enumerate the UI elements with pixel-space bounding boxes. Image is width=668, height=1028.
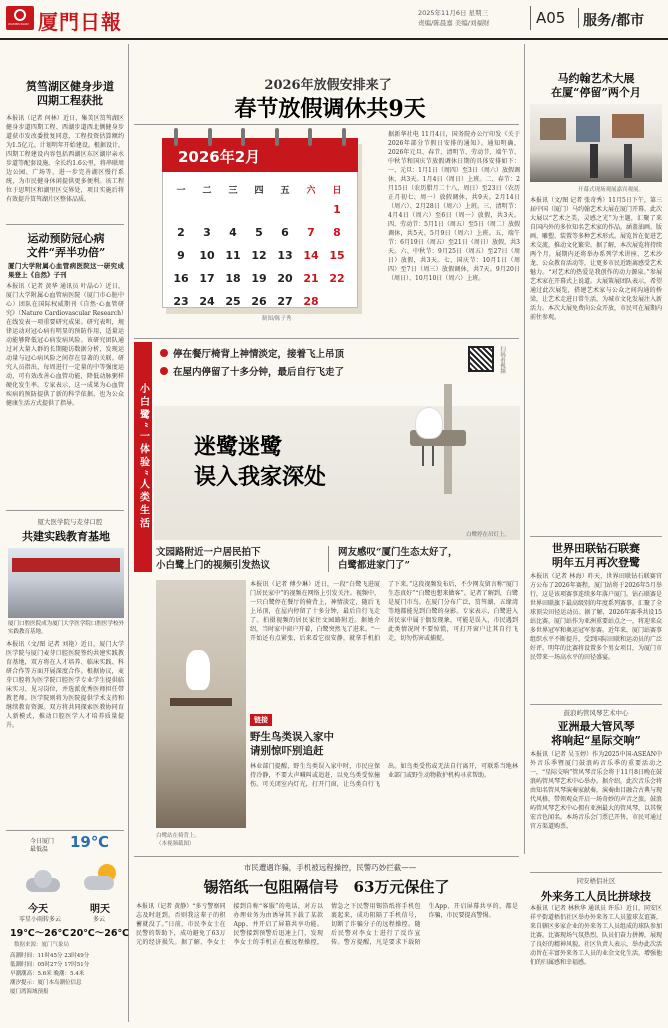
calendar-weekday: 六	[306, 186, 316, 196]
photo-caption-dental: 厦门口腔医院成为厦门大学医学院口腔医学校外实践教育基地。	[8, 621, 124, 635]
athletics-title: 世界田联钻石联赛 明年五月再次登鹭	[552, 542, 640, 569]
calendar-weekday: 三	[228, 186, 238, 196]
calendar-day: 8	[333, 226, 341, 239]
calendar-week-row	[168, 244, 352, 267]
egret-subtitle-2: 网友感叹“厦门生态太好了， 白鹭都进家门了”	[338, 547, 458, 571]
weather-day1-label: 今天	[28, 904, 48, 915]
calendar-day: 1	[333, 203, 341, 216]
group-photo	[8, 548, 124, 618]
weather-source: 数据来源：厦门气象局	[14, 942, 70, 948]
egret-body: 本报讯（记者 傅少琳）近日，一段“白鹭飞进厦门居民家中”的视频在网络上引发关注。视频中，一只白鹭停在餐厅的椅背上，神情淡定，随后飞上吊顶，在屋内停留了十多分钟，最后自行飞走了。拍摄视频的居民家住文园路附近。据她介绍，当时家中窗户开着，白鹭突然飞了进来。“一开始还有点紧张，后来看它很安静，就拿手机拍了下来。”这段视频发布后，不少网友留言称“厦门生态真好”“白鹭也想来做客”。记者了解到，白鹭是厦门市鸟，在厦门分布广泛，筼筜湖、五缘湾等地都能见到白鹭的身影。专家表示，白鹭进入居民家中属于偶发现象，可能是误入，市民遇到此类情况时不要惊慌，可打开窗户让其自行飞走，切勿伤害或捕捉。	[250, 581, 518, 642]
masthead	[0, 0, 668, 38]
egret-photo-caption-2: 白鹭站在椅背上。 （本视频截图）	[156, 833, 201, 847]
weather-day1-desc: 零星小雨转多云	[18, 916, 61, 923]
organ-body: 本报讯（记者 吴玉婷）作为2025中国-ASEAN中外音乐季暨厦门鼓浪屿音乐季的重要活动之一，“星际交响”管风琴音乐会将于11月8日晚在鼓浪屿管风琴艺术中心举办。据介绍，此次音乐会将由知名管风琴演奏家献奏，演奏曲目融合古典与现代风格，带领观众开启一场奇妙的声音之旅。鼓浪屿管风琴艺术中心拥有亚洲最大的管风琴，以其恢宏音色闻名。本场音乐会门票已开售，市民可通过官方渠道购票。	[530, 751, 662, 830]
paper-name: 厦門日報	[38, 10, 122, 34]
article-title-walkway: 筼筜湖区健身步道 四期工程获批	[26, 80, 114, 107]
section-name: 服务/都市	[583, 13, 645, 29]
calendar-day: 23	[173, 295, 189, 308]
egret-bullet-1: 停在餐厅椅背上神情淡定，接着飞上吊顶	[173, 349, 345, 360]
calendar-day: 10	[199, 249, 215, 262]
calendar-day: 4	[229, 226, 237, 239]
page-number: A05	[536, 9, 566, 27]
weather-label: 今日厦门 最低温	[30, 838, 55, 853]
calendar-day: 14	[303, 249, 319, 262]
calendar-weekday: 一	[176, 186, 186, 196]
calendar-weekday: 日	[332, 186, 342, 196]
calendar-day: 3	[203, 226, 211, 239]
egret-side-label: 小白鹭“一体验”人类生活	[134, 342, 152, 572]
holiday-body: 据新华社电 11月4日，国务院办公厅印发《关于2026年部分节假日安排的通知》。通知明确，2026年元旦、春节、清明节、劳动节、端午节、中秋节和国庆节放假调休日期的具体安排如下：一、元旦：1月1日（周四）至3日（周六）放假调休，共3天。1月4日（周日）上班。二、春节：2月15日（农历腊月二十八、周日）至23日（农历正月初七、周一）放假调休，共9天。2月14日（周六）、2月28日（周六）上班。三、清明节：4月4日（周六）至6日（周一）放假，共3天。四、劳动节：5月1日（周五）至5日（周二）放假调休，共5天。5月9日（周六）上班。五、端午节：6月19日（周五）至21日（周日）放假，共3天。六、中秋节：9月25日（周五）至27日（周日）放假，共3天。七、国庆节：10月1日（周四）至7日（周三）放假调休，共7天。9月20日（周日）、10月10日（周六）上班。	[388, 131, 520, 282]
tip-header	[250, 710, 370, 730]
workers-kicker: 同安梧侣社区	[576, 877, 616, 885]
calendar-day: 19	[251, 272, 267, 285]
calendar-day: 21	[303, 272, 319, 285]
calendar-day: 17	[199, 272, 215, 285]
calendar-day: 26	[251, 295, 267, 308]
calendar-day: 7	[307, 226, 315, 239]
art-title: 马约翰艺术大展 在厦“停留”两个月	[551, 72, 641, 99]
calendar-day: 24	[199, 295, 215, 308]
masthead-rule	[0, 38, 668, 40]
calendar-day: 20	[277, 272, 293, 285]
calendar-weekday: 二	[202, 186, 212, 196]
calendar-illustration	[138, 128, 382, 328]
art-exhibition-photo	[530, 104, 662, 182]
qr-code-icon[interactable]	[468, 346, 494, 372]
calendar-day: 11	[225, 249, 241, 262]
calendar-day: 2	[177, 226, 185, 239]
date-line: 2025年11月6日 星期三	[418, 9, 489, 17]
fraud-body: 本报讯（记者 黄静）“多亏警察同志及时赶到，否则我这辈子的积蓄就没了。”日前，市民李女士在民警的帮助下，成功避免了63万元的经济损失。据了解，李女士接到自称“客服”的电话，对方以办理业务为由诱导其下载了某款App，并开启了屏幕共享功能。民警接到预警后迅速上门，发现李女士的手机正在被远程操控，情急之下民警用锡箔纸将手机包裹起来，成功阻隔了手机信号，切断了诈骗分子的远程操控。随后民警对李女士进行了反诈宣传。警方提醒，凡是要求下载陌生App、开启屏幕共享的，都是诈骗，市民要提高警惕。	[136, 903, 518, 946]
art-photo-caption: 开幕式现场观展嘉宾观展。	[578, 187, 645, 193]
calendar-day: 27	[277, 295, 293, 308]
calendar-day: 25	[225, 295, 241, 308]
article-body-walkway: 本报讯（记者 何林）近日，集美区筼筜湖区健身步道四期工程、西湖步道西北侧健身步道获市发改委批复同意，工程投资估算额约为1.5亿元。计划明年开始建设。根据设计，四期工程建设内容包括西湖区东区湖岸亲水步道等配套设施，全长约1.6公里，将串联周边公园、广场等，进一步完善湖区慢行系统，为市民健身休闲提供更多便利。该工程位于思明区和湖里区交界处，项目实施后将有效提升筼筜湖片区整体品质。	[6, 115, 124, 203]
calendar-month: 2026年2月	[178, 148, 261, 166]
egret-title-line-2: 误入我家深处	[194, 464, 327, 490]
cloud-icon	[26, 870, 62, 892]
calendar-week-row	[168, 267, 352, 290]
article-body-dental: 本报讯（文/图 记者 刘艳）近日，厦门大学医学院与厦门麦芽口腔医院签约共建实践教育基地，双方将在人才培养、临床实践、科研合作等方面开展深度合作。根据协议，麦芽口腔将为医学院口腔医学专业学生提供临床实习、见习岗位，并选派优秀医师担任带教老师。医学院则将为医院提供学术支持和继续教育资源。双方将共同探索医教协同育人新模式，推动口腔医学人才培养质量提升。	[6, 641, 124, 729]
calendar-day: 15	[329, 249, 345, 262]
egret-bird-shape	[416, 408, 442, 438]
tip-title: 野生鸟类误入家中 请别惊吓别追赶	[250, 731, 334, 757]
egret-title	[194, 432, 344, 492]
calendar-day: 9	[177, 249, 185, 262]
newspaper-logo-icon	[6, 6, 34, 30]
calendar-day: 28	[303, 295, 319, 308]
weather-day2-desc: 多云	[92, 916, 105, 923]
calendar-day: 18	[225, 272, 241, 285]
organ-kicker: 鼓浪屿管风琴艺术中心	[563, 709, 629, 717]
athletics-body: 本报讯（记者 林海）昨天，世界田联钻石联赛官方公布了2026年赛程，厦门站将于2026年5月举行，这是该项赛事连续多年落户厦门。钻石联赛是世界田联旗下最高级别的年度系列赛事，汇聚了全球顶尖田径运动员。据了解，2026年赛季共设15站比赛，厦门站作为亚洲重要站点之一，将迎来众多世界冠军和奥运冠军参赛。近年来，厦门站赛事组织水平不断提升，受到国际田联和运动员的广泛好评。明年的比赛将设置多个男女项目，为厦门市民带来一场高水平的田径盛宴。	[530, 573, 662, 661]
calendar-caption: 制图/陈子秀	[262, 316, 292, 322]
calendar-week-row	[168, 198, 352, 221]
fraud-title: 锡箔纸一包阻隔信号 63万元保住了	[203, 878, 450, 896]
column-divider	[128, 44, 129, 1022]
workers-body: 本报讯（记者 林秋华 通讯员 许乐）近日，同安区祥平街道梧侣社区举办外来务工人员篮球友谊赛，来自辖区多家企业的外来务工人员组成的球队参加比赛。比赛现场气氛热烈，队员们奋力拼搏，展现了良好的精神风貌。社区负责人表示，举办此次活动旨在丰富外来务工人员的业余文化生活，增强他们的归属感和幸福感。	[530, 905, 662, 966]
organ-title: 亚洲最大管风琴 将响起“星际交响”	[551, 720, 641, 747]
article-title-heart: 运动预防冠心病 文件“弄半功倍”	[26, 232, 106, 259]
article-subtitle-heart: 厦门大学附属心血管病医院这一研究成果登上《自然》子刊	[8, 262, 124, 279]
article-kicker-dental: 厦大医学院与麦芽口腔	[37, 518, 103, 526]
calendar-day: 16	[173, 272, 189, 285]
editors-line: 责编/陈晨嘉 美编/刘福财	[418, 19, 490, 27]
sun-cloud-icon	[82, 864, 122, 892]
calendar-weekday: 四	[254, 186, 264, 196]
calendar-day: 22	[329, 272, 345, 285]
holiday-title: 春节放假调休共9天	[234, 96, 426, 122]
calendar-weekday-row	[168, 178, 352, 198]
article-title-dental: 共建实践教育基地	[22, 530, 110, 543]
egret-title-line-1: 迷鹭迷鹭	[194, 434, 283, 460]
egret-bullets	[160, 346, 460, 382]
art-body: 本报讯（文/图 记者 张奇秀）11月5日下午，第三届中国（厦门）马约翰艺术大展在厦门开幕。此次大展以“艺术之美，灵感之光”为主题，汇聚了来自国内外的多位知名艺术家的作品，涵盖油画、版画、雕塑、装置等多种艺术形式。展览旨在促进艺术交流，推动文化繁荣。据了解，本次展览将持续两个月，展期内还将举办系列学术讲座、艺术沙龙、公众教育活动等，让更多市民近距离感受艺术魅力。“对艺术的热爱是我创作的动力源泉。”参展艺术家在开幕式上说道。大展策展团队表示，希望通过此次展览，搭建艺术家与公众之间沟通的桥梁，让艺术走进日常生活，为城市文化发展注入新活力。本次大展免费向公众开放，市民可在展期内前往参观。	[530, 197, 662, 321]
egret-bullet-2: 在屋内停留了十多分钟，最后自行飞走了	[173, 367, 345, 378]
weather-day2-temp: 20℃～26℃	[70, 928, 129, 939]
fraud-kicker: 市民遭遇诈骗，手机被远程操控，民警巧妙拦截——	[243, 863, 417, 872]
weather-day2-label: 明天	[90, 904, 110, 915]
logo-label: XIAMEN DAILY	[8, 22, 29, 26]
calendar-day: 13	[277, 249, 293, 262]
calendar-week-row	[168, 221, 352, 244]
calendar-grid	[168, 178, 352, 313]
egret-photo-caption-1: 白鹭停在吊灯上。	[466, 532, 511, 538]
calendar-weekday: 五	[280, 186, 290, 196]
holiday-kicker: 2026年放假安排来了	[264, 78, 392, 93]
weather-today-temp: 19℃	[70, 833, 110, 851]
calendar-week-row	[168, 290, 352, 313]
weather-day1-temp: 19℃～26℃	[10, 928, 69, 939]
column-divider-right	[524, 44, 525, 854]
tide-info: 高潮时间：11时45分 23时49分 低潮时间：05时27分 17时51分 早潮潮高：5.6米 晚潮：5.4米 潮汐提示：厦门本岛潮位信息 厦门湾海域预报	[10, 953, 90, 995]
qr-caption: 扫码看视频	[499, 346, 505, 374]
tip-label: 链接	[250, 714, 272, 726]
calendar-day: 5	[255, 226, 263, 239]
workers-title: 外来务工人员比拼球技	[541, 890, 651, 903]
egret-chair-photo	[156, 580, 246, 828]
egret-subtitle-1: 文园路附近一户居民拍下 小白鹭上门的视频引发热议	[156, 547, 271, 571]
calendar-day: 6	[281, 226, 289, 239]
calendar-rings	[174, 128, 346, 146]
article-body-heart: 本报讯（记者 黄华 通讯员 叶晶心）近日，厦门大学附属心血管病医院（厦门市心脏中心）团队在国际权威期刊《自然·心血管研究》（Nature Cardiovascular Research）在线发表一项重要研究成果。研究表明，规律运动对冠心病有明显的预防作用，适量运动能够降低冠心病发病风险。该研究团队通过对大量人群的长期随访数据分析，发现运动量与冠心病风险之间存在显著的关联。研究人员指出，每周进行一定量的中等强度运动，可有效改善心血管功能，降低动脉粥样硬化发生率。专家表示，这一成果为心血管疾病的预防提供了新的科学依据，也为公众健康生活方式提供了指导。	[6, 283, 124, 407]
tip-body: 林业部门提醒，野生鸟类误入家中时，市民应保持冷静，不要大声喊叫或追赶，以免鸟类受惊撞伤。可关闭室内灯光，打开门窗，让鸟类自行飞出。如鸟类受伤或无法自行离开，可联系当地林业部门或野生动物救护机构寻求帮助。	[250, 763, 518, 788]
calendar-day: 12	[251, 249, 267, 262]
